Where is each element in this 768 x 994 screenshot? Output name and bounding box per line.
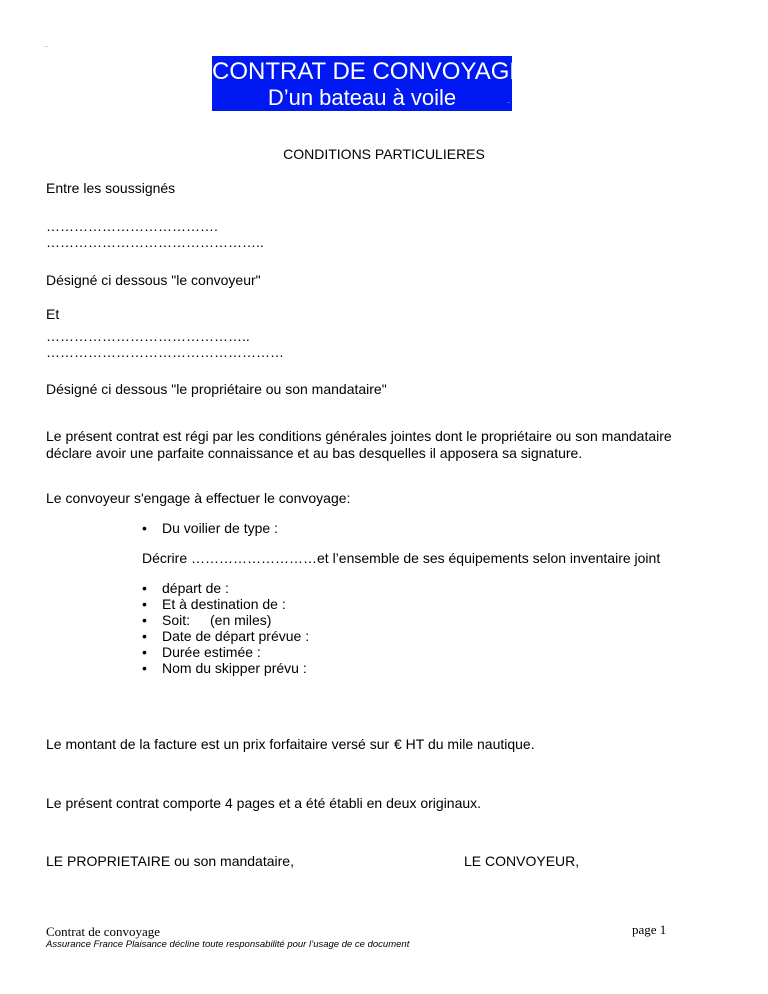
distance-unit: (en miles) xyxy=(210,612,272,628)
bullet: • xyxy=(142,612,147,628)
party2-line1: …………………………………….. xyxy=(46,328,250,344)
skipper-label: Nom du skipper prévu : xyxy=(162,660,307,676)
departure-date-label: Date de départ prévue : xyxy=(162,628,310,644)
describe-line: Décrire ………………………et l’ensemble de ses équipements selon inventaire joint xyxy=(142,550,661,566)
party2-line2: …………………………………………… xyxy=(46,344,284,360)
price-unit: € HT du mile nautique. xyxy=(394,736,535,752)
bullet: • xyxy=(142,596,147,612)
party1-line1: ………………………………. xyxy=(46,218,218,234)
bullet: • xyxy=(142,628,147,644)
party1-line2: ……………………………………….. xyxy=(46,234,264,250)
undertaking-intro: Le convoyeur s'engage à effectuer le convoyage: xyxy=(46,490,351,506)
owner-signature-label: LE PROPRIETAIRE ou son mandataire, xyxy=(46,853,294,869)
footer-page-number: page 1 xyxy=(632,922,667,937)
governing-clause: Le présent contrat est régi par les conditions générales jointes dont le propriétaire ou son mandataire déclare avoir une parfaite connaissance et au bas desquelles il apposera sa signature. xyxy=(46,428,672,461)
parties-intro: Entre les soussignés xyxy=(46,180,176,196)
departure-label: départ de : xyxy=(162,580,229,596)
duration-label: Durée estimée : xyxy=(162,644,261,660)
bullet: • xyxy=(142,644,147,660)
footer-disclaimer: Assurance France Plaisance décline toute responsabilité pour l’usage de ce document xyxy=(46,939,410,950)
price-text: Le montant de la facture est un prix forfaitaire versé sur xyxy=(46,736,390,752)
title-mark: . xyxy=(507,96,510,105)
and-label: Et xyxy=(46,306,60,322)
destination-label: Et à destination de : xyxy=(162,596,286,612)
vessel-type-label: Du voilier de type : xyxy=(162,520,278,536)
title-banner xyxy=(212,56,526,111)
carrier-signature-label: LE CONVOYEUR, xyxy=(464,853,580,869)
pages-note: Le présent contrat comporte 4 pages et a été établi en deux originaux. xyxy=(46,795,482,811)
bullet: • xyxy=(142,520,147,536)
corner-mark: .. xyxy=(44,40,49,49)
party1-label: Désigné ci dessous "le convoyeur" xyxy=(46,272,261,288)
document-subtitle: D’un bateau à voile xyxy=(267,85,457,110)
section-title: CONDITIONS PARTICULIERES xyxy=(283,146,485,162)
distance-label: Soit: xyxy=(162,612,191,628)
bullet: • xyxy=(142,580,147,596)
party2-label: Désigné ci dessous "le propriétaire ou son mandataire" xyxy=(46,381,387,397)
footer-doc-name: Contrat de convoyage xyxy=(46,924,161,939)
bullet: • xyxy=(142,660,147,676)
document-title: CONTRAT DE CONVOYAGE xyxy=(212,58,526,85)
